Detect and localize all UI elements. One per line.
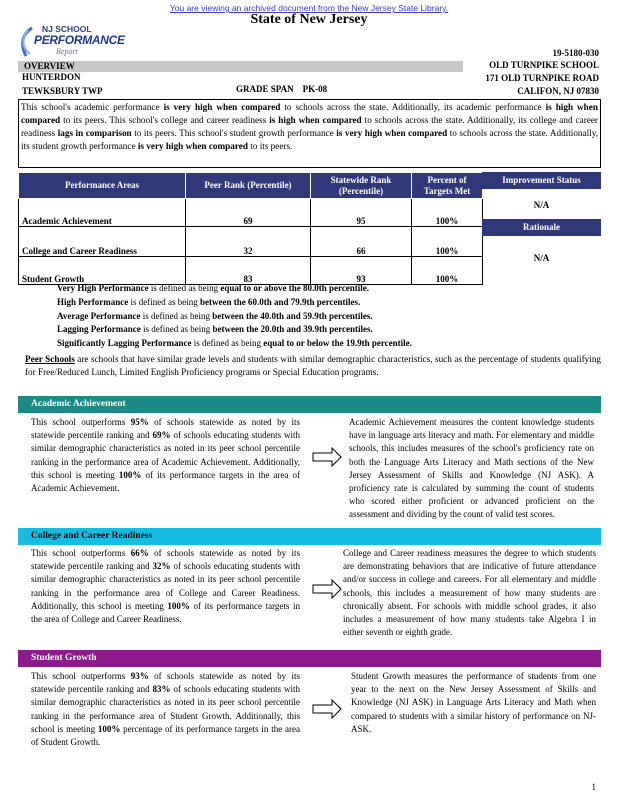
student-growth-summary: This school outperforms 93% of schools statewide as noted by its statewide percentile ranking and 83% of schools educating students with similar demographic characteristics as noted in its peer school percentile ranking in the performance area of Student Growth. Additionally, this school is meeting 100% percentage of its performance targets in the area of Student Growth. [31, 671, 301, 748]
row-statewide-rank: 66 [311, 227, 412, 257]
overview-bar [18, 61, 463, 72]
academic-achievement-summary: This school outperforms 95% of schools statewide as noted by its statewide percentile ranking and 69% of schools educating students with similar demographic characteristics as noted in its peer school percentile ranking in the performance area of Academic Achievement. Additionally, this school is meeting 100% of its performance targets in the area of Academic Achievement. [31, 417, 301, 494]
improvement-status-header: Improvement Status [482, 172, 601, 189]
logo-swoosh-icon [18, 26, 34, 58]
peer-schools-term: Peer Schools [25, 354, 75, 364]
college-career-summary: This school outperforms 66% of schools statewide as noted by its statewide percentile ranking and 32% of schools educating students with similar demographic characteristics as noted in its peer school percentile ranking in the performance area of College and Career Readiness. Additionally, this school is meeting 100% of its performance targets in the area of College and Career Readiness. [31, 548, 301, 625]
row-statewide-rank: 95 [311, 199, 412, 227]
row-area: Academic Achievement [19, 199, 186, 227]
header-percent-targets: Percent of Targets Met [412, 173, 483, 199]
performance-table [18, 172, 483, 285]
performance-summary: This school's academic performance is very high when compared to schools across the state. Additionally, its academic performance is high when compared to its peers. This school's college and career readiness is high when compared to schools across the state. Additionally, its college and career readiness lags in comparison to its peers. This school's student growth performance is very high when compared to schools across the state. Additionally, its student growth performance is very high when compared to its peers. [18, 99, 601, 168]
row-targets: 100% [412, 257, 483, 285]
school-name: OLD TURNPIKE SCHOOL [489, 60, 599, 70]
right-arrow-icon [312, 447, 342, 467]
right-arrow-icon [312, 699, 342, 719]
district-name: TEWKSBURY TWP [22, 86, 103, 96]
table-row [19, 257, 483, 285]
school-address: 171 OLD TURNPIKE ROAD [485, 73, 599, 83]
header-peer-rank: Peer Rank (Percentile) [186, 173, 311, 199]
county-name: HUNTERDON [22, 72, 81, 82]
section-bar-academic-achievement: Academic Achievement [18, 396, 601, 413]
overview-label: OVERVIEW [24, 61, 75, 71]
row-peer-rank: 32 [186, 227, 311, 257]
rationale-value: N/A [533, 253, 550, 263]
row-peer-rank: 69 [186, 199, 311, 227]
section-bar-student-growth: Student Growth [18, 650, 601, 667]
peer-schools-definition: Peer Schools are schools that have similar grade levels and students with similar demographic characteristics, such as the percentage of students qualifying for Free/Reduced Lunch, Limited English Proficiency programs or Special Education programs. [25, 354, 602, 377]
rationale-header: Rationale [482, 219, 601, 236]
header-statewide-rank: Statewide Rank (Percentile) [311, 173, 412, 199]
logo-line2: PERFORMANCE [34, 33, 125, 47]
definition-item: Lagging Performance is defined as being between the 20.0th and 39.9th percentiles. [57, 324, 373, 335]
definition-item: Significantly Lagging Performance is defined as being equal to or below the 19.9th percentile. [57, 338, 412, 349]
performance-definitions [57, 282, 412, 351]
school-code: 19-5180-030 [552, 48, 599, 58]
table-row [19, 227, 483, 257]
grade-span [236, 84, 327, 94]
section-bar-college-career-readiness: College and Career Readiness [18, 528, 601, 545]
header-performance-areas: Performance Areas [19, 173, 186, 199]
archived-notice-link[interactable]: You are viewing an archived document from the New Jersey State Library. [169, 3, 449, 13]
grade-span-value: PK-08 [302, 84, 328, 94]
right-arrow-icon [312, 579, 342, 599]
row-peer-rank: 83 [186, 257, 311, 285]
logo-line3: Report [56, 47, 78, 56]
improvement-status-value: N/A [533, 200, 550, 210]
definition-item: High Performance is defined as being between the 60.0th and 79.9th percentiles. [57, 296, 361, 307]
table-header-row [19, 173, 483, 199]
grade-span-label: GRADE SPAN [236, 84, 294, 94]
definition-item: Very High Performance is defined as being equal to or above the 80.0th percentile. [57, 283, 370, 293]
row-area: Student Growth [19, 257, 186, 285]
row-area: College and Career Readiness [19, 227, 186, 257]
school-city: CALIFON, NJ 07830 [517, 86, 599, 96]
logo-line1: NJ SCHOOL [42, 24, 92, 34]
page-number: 1 [591, 782, 596, 792]
row-statewide-rank: 93 [311, 257, 412, 285]
row-targets: 100% [412, 227, 483, 257]
table-row [19, 199, 483, 227]
nj-school-performance-logo [16, 22, 125, 62]
student-growth-description: Student Growth measures the performance of students from one year to the next on the New Jersey Assessment of Skills and Knowledge (NJ ASK) in Language Arts Literacy and Math when compared to students with a similar history of performance on NJ-ASK. [351, 671, 596, 734]
college-career-description: College and Career readiness measures the degree to which students are demonstrating behaviors that are indicative of future attendance and/or success in college and careers. For all elementary and middle schools, this includes a measurement of how many students are chronically absent. For schools with middle school grades, it also includes a measurement of how many students take Algebra I in either seventh or eighth grade. [343, 548, 596, 638]
state-title: State of New Jersey [250, 12, 368, 27]
academic-achievement-description: Academic Achievement measures the content knowledge students have in language arts literacy and math. For elementary and middle schools, this includes measures of the school's proficiency rate on both the Language Arts Literacy and Math sections of the New Jersey Assessment of Skills and Knowledge (NJ ASK). A proficiency rate is calculated by summing the count of students who scored either proficient or advanced proficient on the assessment and dividing by the count of valid test scores. [349, 417, 594, 520]
definition-item: Average Performance is defined as being between the 40.0th and 59.9th percentiles. [57, 310, 373, 321]
row-targets: 100% [412, 199, 483, 227]
